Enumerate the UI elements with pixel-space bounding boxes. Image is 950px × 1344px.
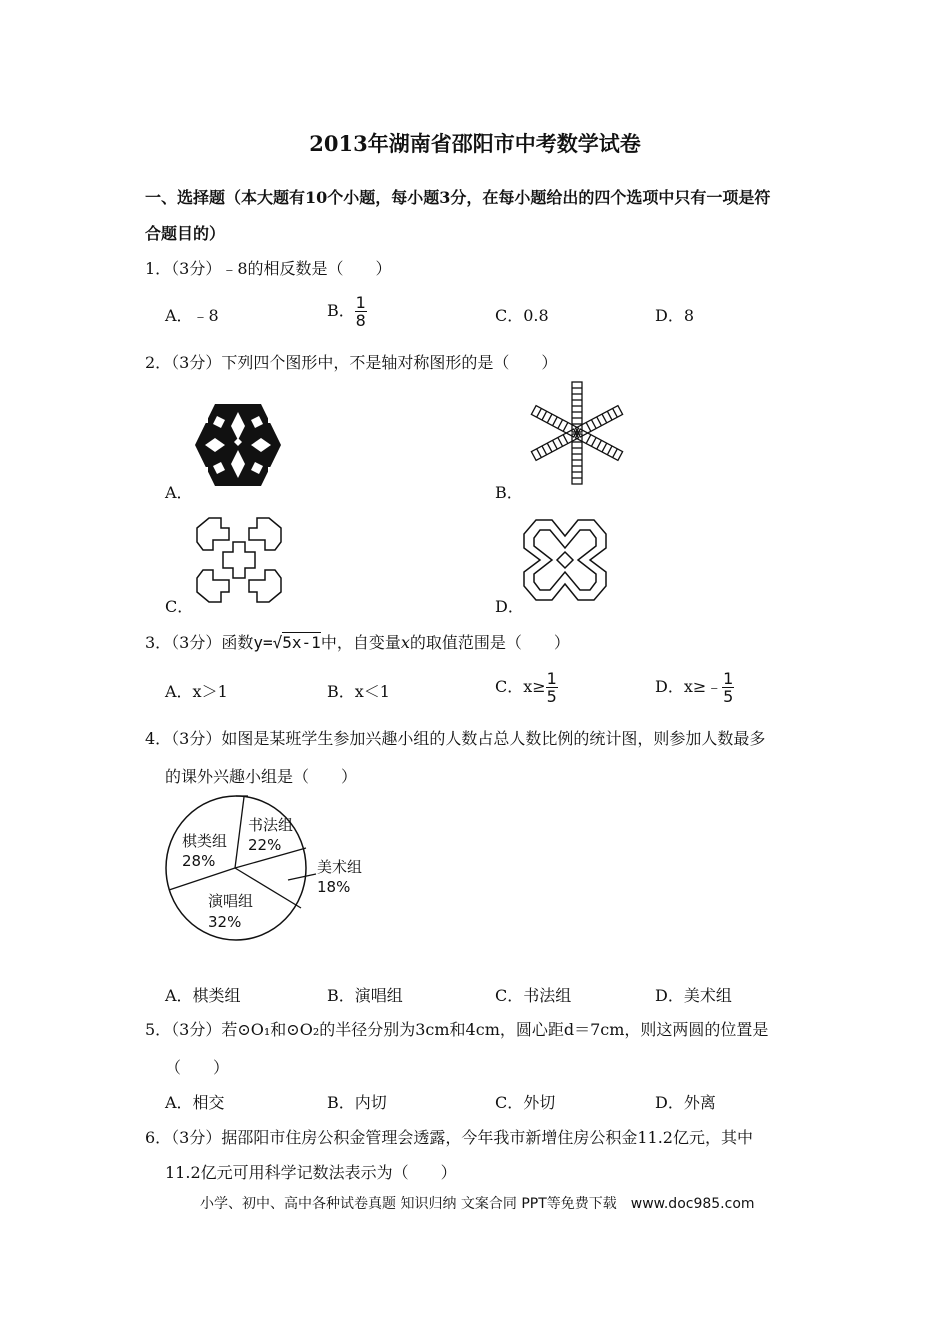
q3-option-c <box>495 670 558 705</box>
q3-stem-c: 的取值范围是（ ） <box>409 633 570 652</box>
pie-pct-shufa: 22% <box>248 836 282 854</box>
q5-option-c: C．外切 <box>495 1093 556 1112</box>
question-4-stem-line1: 4．（3分）如图是某班学生参加兴趣小组的人数占总人数比例的统计图，则参加人数最多 <box>145 729 766 748</box>
question-6-stem-line1: 6．（3分）据邵阳市住房公积金管理会透露，今年我市新增住房公积金11.2亿元，其中 <box>145 1128 753 1147</box>
pie-label-yanchang: 演唱组 <box>208 892 254 910</box>
q3-option-a: A．x＞1 <box>165 682 228 701</box>
fraction-denominator: 5 <box>546 687 557 706</box>
q1-option-d: D．8 <box>655 306 695 325</box>
question-5-stem-line2: （ ） <box>165 1058 230 1077</box>
q4-option-a: A．棋类组 <box>165 986 241 1005</box>
q1-option-b <box>327 294 367 329</box>
q2-figure-a-hexagon <box>193 402 283 488</box>
q3-option-c-prefix: C．x≥ <box>495 677 546 696</box>
fraction-numerator: 1 <box>355 293 366 312</box>
q2-option-b: B． <box>495 483 523 502</box>
pie-label-meishu: 美术组 <box>317 858 363 876</box>
pie-pct-meishu: 18% <box>317 878 351 896</box>
question-5-stem-line1: 5．（3分）若⊙O₁和⊙O₂的半径分别为3cm和4cm，圆心距d＝7cm，则这两圆的位置是 <box>145 1020 769 1039</box>
section-heading-line1: 一、选择题（本大题有10个小题，每小题3分，在每小题给出的四个选项中只有一项是符 <box>145 188 771 207</box>
question-3-stem <box>145 630 570 653</box>
question-4-stem-line2: 的课外兴趣小组是（ ） <box>165 767 358 786</box>
q3-stem-b: 中，自变量 <box>320 633 401 652</box>
q1-option-c: C．0.8 <box>495 306 549 325</box>
q5-option-d: D．外离 <box>655 1093 716 1112</box>
q2-option-a: A． <box>165 483 193 502</box>
q4-option-c: C．书法组 <box>495 986 572 1005</box>
fraction-numerator: 1 <box>546 669 557 688</box>
q3-option-d <box>655 670 734 705</box>
page-footer: 小学、初中、高中各种试卷真题 知识归纳 文案合同 PPT等免费下载 www.doc985.com <box>200 1196 755 1212</box>
q5-option-b: B．内切 <box>327 1093 387 1112</box>
page-title: 2013年湖南省邵阳市中考数学试卷 <box>309 131 641 156</box>
q3-d-fraction <box>722 670 734 705</box>
q3-option-d-prefix: D．x≥﹣ <box>655 677 723 696</box>
q1-fraction <box>355 294 367 329</box>
q3-variable: x <box>400 633 410 652</box>
question-1-stem: 1．（3分）﹣8的相反数是（ ） <box>145 259 392 278</box>
question-6-stem-line2: 11.2亿元可用科学记数法表示为（ ） <box>165 1163 457 1182</box>
q3-stem-a: 3．（3分）函数 <box>145 633 254 652</box>
q3-radicand: 5x-1 <box>282 633 321 652</box>
q2-figure-c-arrows <box>193 516 285 604</box>
q3-c-fraction <box>546 670 558 705</box>
pie-pct-yanchang: 32% <box>208 913 242 931</box>
fraction-numerator: 1 <box>723 669 734 688</box>
q1-option-b-prefix: B． <box>327 301 355 320</box>
q2-option-c: C． <box>165 597 194 616</box>
q4-option-b: B．演唱组 <box>327 986 403 1005</box>
pie-label-shufa: 书法组 <box>248 816 294 834</box>
q4-option-d: D．美术组 <box>655 986 732 1005</box>
q3-option-b: B．x＜1 <box>327 682 390 701</box>
pie-label-qilei: 棋类组 <box>182 832 228 850</box>
q2-figure-d-x-shape <box>522 518 608 602</box>
q1-option-a: A．﹣8 <box>165 306 219 325</box>
question-2-stem: 2．（3分）下列四个图形中，不是轴对称图形的是（ ） <box>145 353 558 372</box>
q2-figure-b-ladder-star <box>520 380 635 486</box>
fraction-denominator: 8 <box>355 311 366 330</box>
q3-sqrt-sign: √ <box>272 633 283 652</box>
section-heading-line2: 合题目的） <box>145 224 226 243</box>
fraction-denominator: 5 <box>723 687 734 706</box>
q3-function-lhs: y= <box>253 633 273 652</box>
q2-option-d: D． <box>495 597 524 616</box>
q5-option-a: A．相交 <box>165 1093 225 1112</box>
q4-pie-chart <box>160 790 375 950</box>
pie-pct-qilei: 28% <box>182 852 216 870</box>
